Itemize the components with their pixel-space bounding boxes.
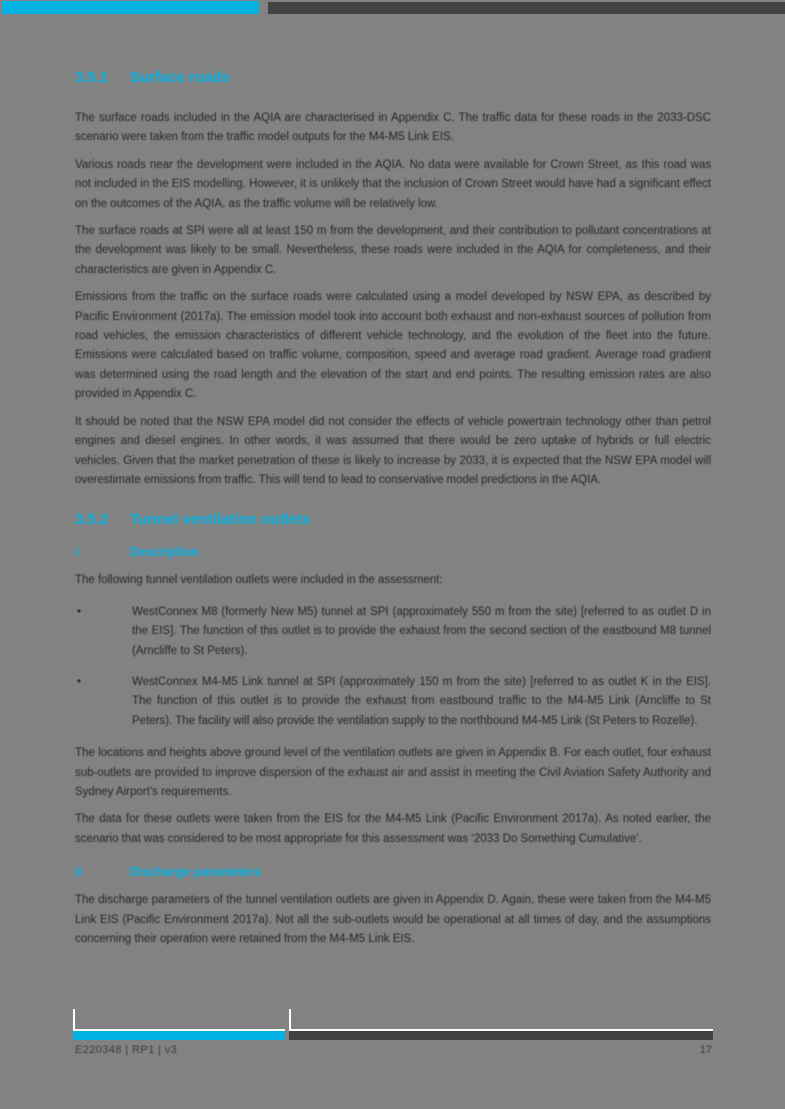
- paragraph: The locations and heights above ground level of the ventilation outlets are given in Appendix B. For each outlet, four exhaust sub-outlets are provided to improve dispersion of the exhaust air and assist in meeting the Civil Aviation Safety Authority and Sydney Airport’s requirements.: [75, 747, 711, 798]
- subsection-title: Discharge parameters: [130, 865, 262, 880]
- section-number: 3.5.1: [75, 69, 109, 86]
- section-heading-3-5-2: [75, 510, 711, 529]
- paragraph: The data for these outlets were taken from the EIS for the M4-M5 Link (Pacific Environment 2017a). As noted earlier, the scenario that was considered to be most appropriate for this assessment was ‘2033 Do Something Cumulative’.: [75, 813, 711, 845]
- list-item: [75, 673, 711, 731]
- paragraph: The following tunnel ventilation outlets were included in the assessment:: [75, 574, 443, 587]
- document-reference: E220348 | RP1 | v3: [75, 1044, 178, 1056]
- paragraph: Emissions from the traffic on the surface roads were calculated using a model developed by NSW EPA, as described by Pacific Environment (2017a). The emission model took into account both exhaust and non-exhaust sources of pollution from road vehicles, the emission characteristics of different vehicle technology, and the evolution of the fleet into the future. Emissions were calculated based on traffic volume, composition, speed and average road gradient. Average road gradient was determined using the road length and the elevation of the start and end points. The resulting emission rates are also provided in Appendix C.: [75, 291, 711, 401]
- footer-dark-bar: [289, 1029, 713, 1040]
- page-number: 17: [699, 1044, 712, 1056]
- subsection-numeral: i: [75, 545, 79, 560]
- bullet-icon: •: [77, 605, 82, 618]
- paragraph: The surface roads included in the AQIA are characterised in Appendix C. The traffic data for these roads in the 2033-DSC scenario were taken from the traffic model outputs for the M4-M5 Link EIS.: [75, 112, 711, 144]
- section-heading-3-5-1: [75, 68, 711, 87]
- subsection-heading-description: [75, 544, 711, 560]
- section-title: Tunnel ventilation outlets: [130, 511, 311, 529]
- footer-tick-left: [73, 1009, 75, 1031]
- paragraph: Various roads near the development were included in the AQIA. No data were available for Crown Street, as this road was not included in the EIS modelling. However, it is unlikely that the inclusion of Crown Street would have had a significant effect on the outcomes of the AQIA, as the traffic volume will be relatively low.: [75, 158, 711, 210]
- bullet-icon: •: [77, 675, 82, 688]
- section-number: 3.5.2: [75, 511, 109, 529]
- subsection-title: Description: [130, 545, 199, 560]
- footer-accent-bar: [73, 1029, 285, 1040]
- header-dark-bar: [268, 2, 785, 14]
- subsection-heading-discharge-parameters: [75, 864, 711, 880]
- list-item-text: WestConnex M8 (formerly New M5) tunnel at SPI (approximately 550 m from the site) [referred to as outlet D in the EIS]. The function of this outlet is to provide the exhaust from the second section of the eastbound M8 tunnel (Arncliffe to St Peters).: [132, 605, 711, 657]
- list-item: [75, 603, 711, 661]
- list-item-text: WestConnex M4-M5 Link tunnel at SPI (approximately 150 m from the site) [referred to as outlet K in the EIS]. The function of this outlet is to provide the exhaust from eastbound traffic to the M4-M5 Link (Arncliffe to St Peters). The facility will also provide the ventilation supply to the northbound M4-M5 Link (St Peters to Rozelle).: [132, 675, 711, 727]
- footer-tick-right: [289, 1009, 291, 1031]
- paragraph: It should be noted that the NSW EPA model did not consider the effects of vehicle powertrain technology other than petrol engines and diesel engines. In other words, it was assumed that there would be zero uptake of hybrids or full electric vehicles. Given that the market penetration of these is likely to increase by 2033, it is expected that the NSW EPA model will overestimate emissions from traffic. This will tend to lead to conservative model predictions in the AQIA.: [75, 415, 711, 486]
- page-content: [75, 68, 711, 949]
- section-title: Surface roads: [130, 69, 231, 86]
- paragraph: The discharge parameters of the tunnel ventilation outlets are given in Appendix D. Again, these were taken from the M4-M5 Link EIS (Pacific Environment 2017a). Not all the sub-outlets would be operational at all times of day, and the assumptions concerning their operation were retained from the M4-M5 Link EIS.: [75, 894, 711, 945]
- subsection-numeral: ii: [75, 865, 82, 880]
- paragraph: The surface roads at SPI were all at least 150 m from the development, and their contribution to pollutant concentrations at the development was likely to be small. Nevertheless, these roads were included in the AQIA for completeness, and their characteristics are given in Appendix C.: [75, 225, 711, 276]
- header-accent-bar: [2, 1, 259, 14]
